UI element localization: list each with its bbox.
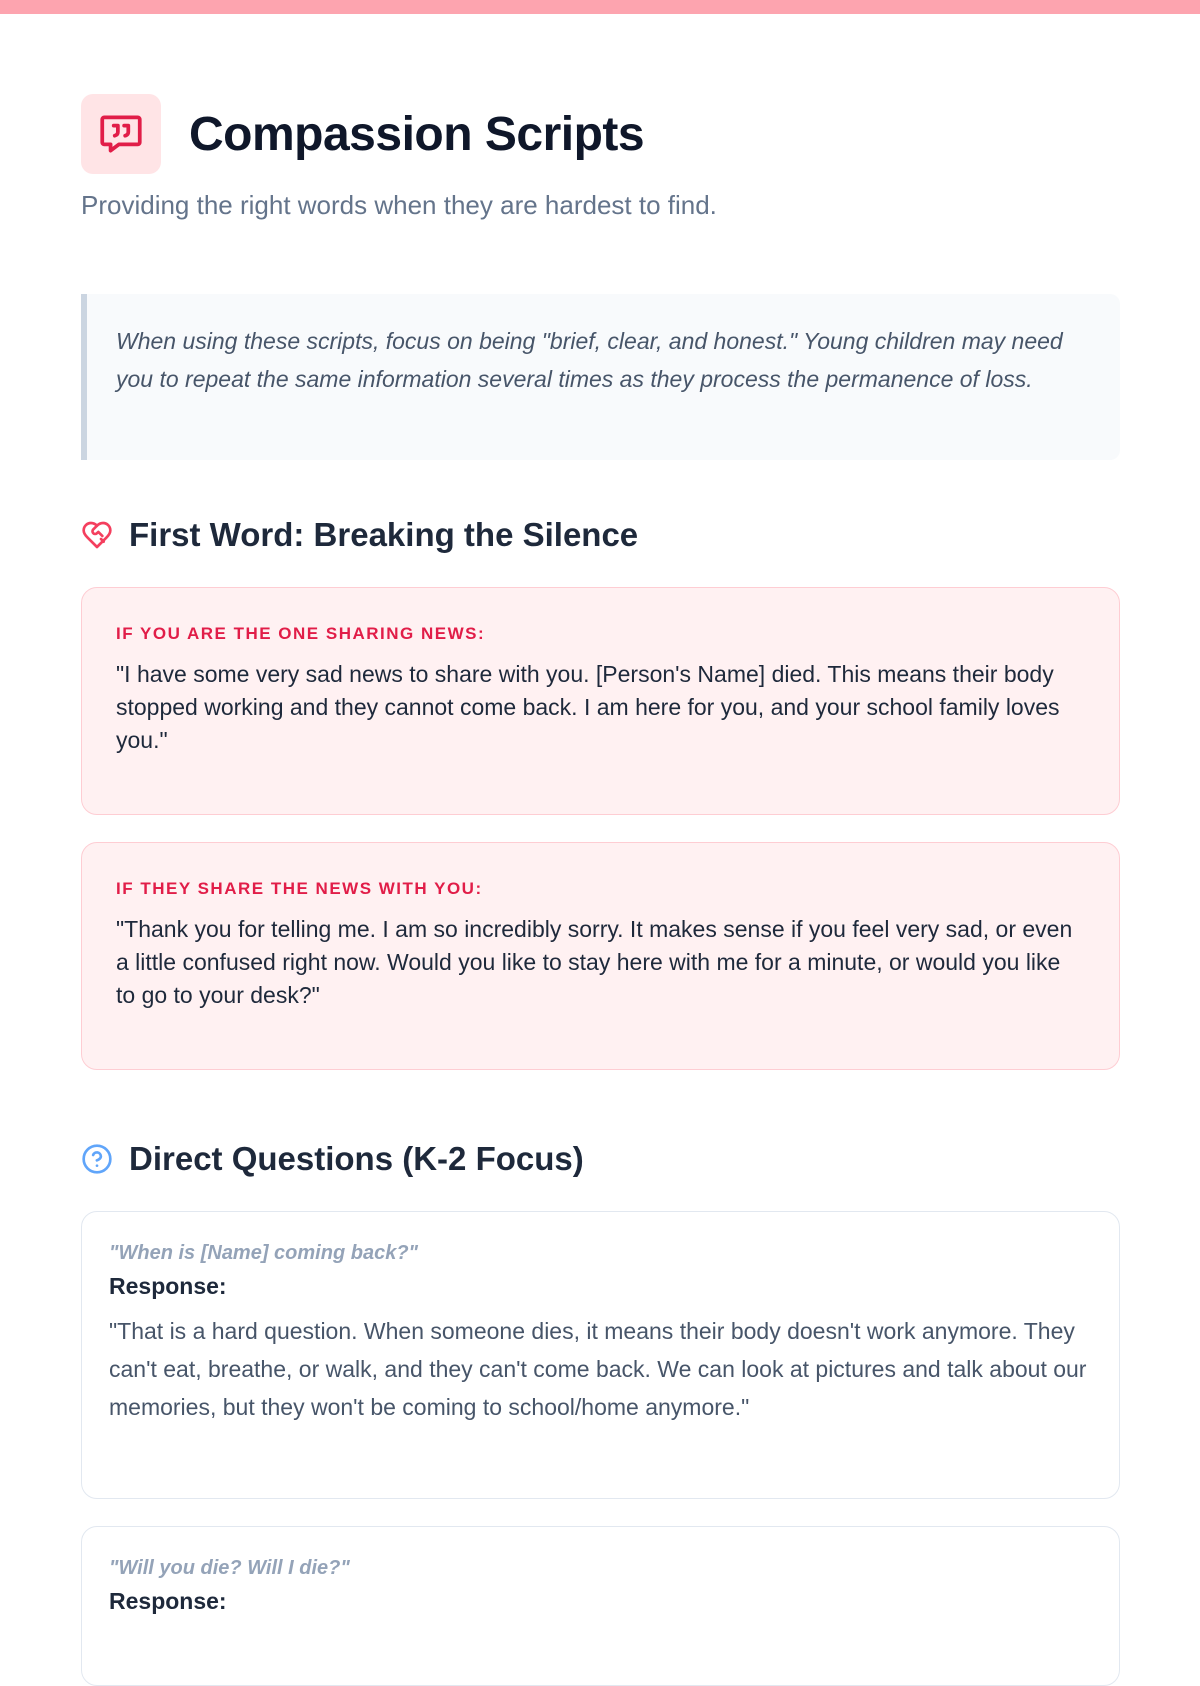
- page-title: Compassion Scripts: [189, 107, 645, 161]
- qa-card: [81, 1211, 1120, 1499]
- script-card-label: IF THEY SHARE THE NEWS WITH YOU:: [116, 879, 483, 898]
- section-direct-questions-title: Direct Questions (K-2 Focus): [129, 1140, 584, 1177]
- qa-response-label: Response:: [109, 1273, 227, 1299]
- page-subtitle: Providing the right words when they are hardest to find.: [81, 190, 717, 220]
- script-card-label: IF YOU ARE THE ONE SHARING NEWS:: [116, 624, 486, 643]
- section-first-word-header: [81, 516, 638, 554]
- qa-question: "Will you die? Will I die?": [109, 1557, 350, 1579]
- qa-card: [81, 1526, 1120, 1686]
- script-card-sharing-news: [81, 587, 1120, 815]
- qa-question: "When is [Name] coming back?": [109, 1242, 419, 1264]
- top-accent-bar: [0, 0, 1200, 14]
- heart-handshake-icon: [81, 519, 113, 551]
- question-circle-icon: [81, 1143, 113, 1175]
- script-card-they-share-news: [81, 842, 1120, 1070]
- intro-note-text: When using these scripts, focus on being "brief, clear, and honest." Young children may need you to repeat the same information several times as they process the permanence of loss.: [116, 328, 1063, 392]
- qa-response: "That is a hard question. When someone dies, it means their body doesn't work anymore. They can't eat, breathe, or walk, and they can't come back. We can look at pictures and talk about our memories, but they won't be coming to school/home anymore.": [109, 1318, 1087, 1420]
- script-card-text: "Thank you for telling me. I am so incredibly sorry. It makes sense if you feel very sad, or even a little confused right now. Would you like to stay here with me for a minute, or would you like to go to your desk?": [116, 916, 1073, 1008]
- script-card-text: "I have some very sad news to share with you. [Person's Name] died. This means their body stopped working and they cannot come back. I am here for you, and your school family loves you.": [116, 661, 1060, 753]
- intro-note: [81, 294, 1120, 460]
- page-header: [81, 94, 644, 174]
- quote-message-icon: [81, 94, 161, 174]
- qa-response-label: Response:: [109, 1588, 227, 1614]
- section-first-word-title: First Word: Breaking the Silence: [129, 516, 639, 553]
- section-direct-questions-header: [81, 1140, 584, 1178]
